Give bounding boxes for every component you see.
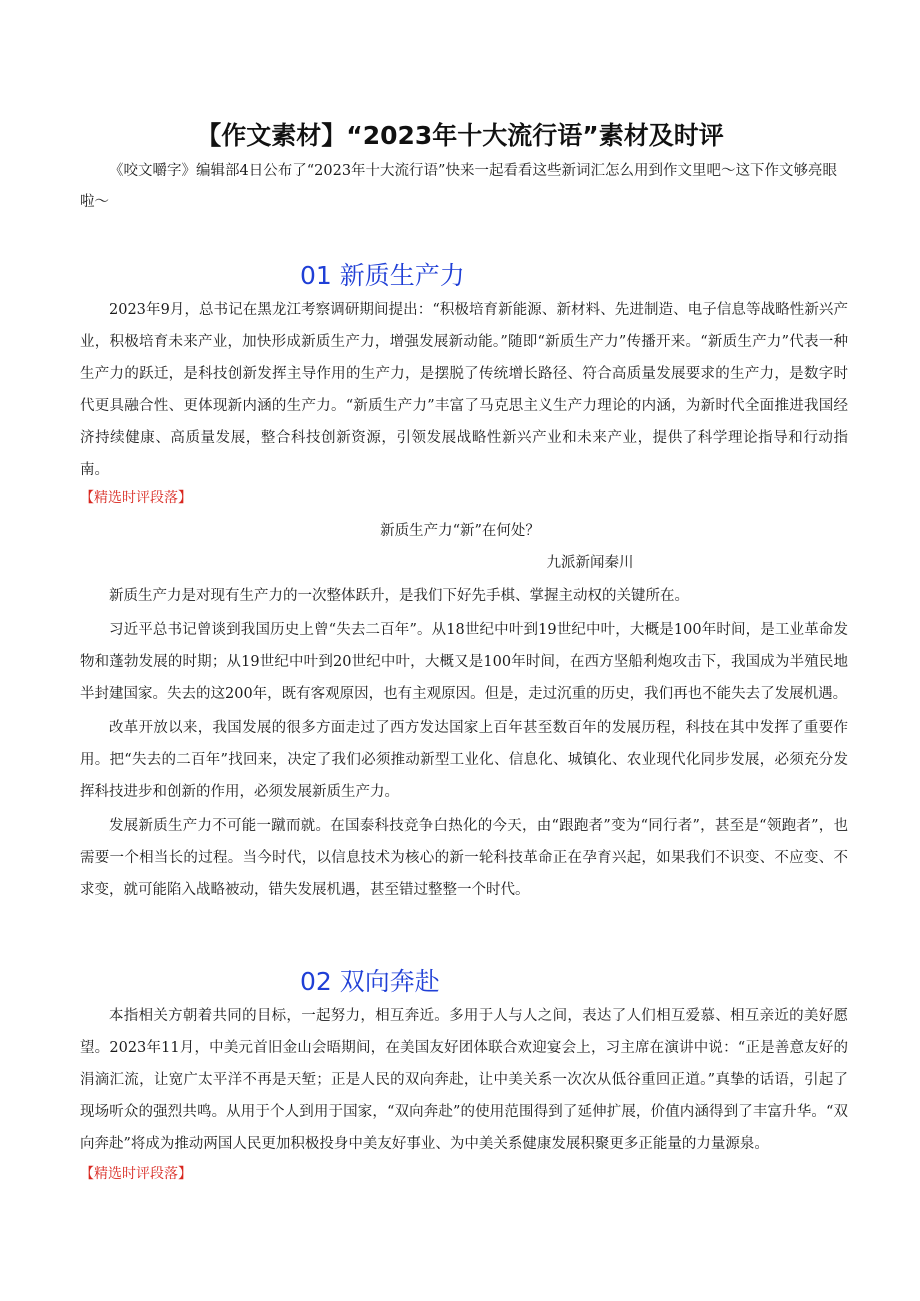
intro-paragraph: 《咬文嚼字》编辑部4日公布了“2023年十大流行语”快来一起看看这些新词汇怎么用到作文里吧～这下作文够亮眼啦～ (80, 163, 837, 210)
section-heading-2: 02 双向奔赴 (300, 967, 440, 996)
featured-comment-badge-1: 【精选时评段落】 (80, 490, 192, 506)
section-2-paragraph: 本指相关方朝着共同的目标，一起努力，相互奔近。多用于人与人之间，表达了人们相互爱慕、相互亲近的美好愿望。2023年11月，中美元首旧金山会晤期间，在美国友好团体联合欢迎宴会上，习主席在演讲中说：“正是善意友好的涓滴汇流，让宽广太平洋不再是天堑；正是人民的双向奔赴，让中美关系一次次从低谷重回正道。”真挚的话语，引起了现场听众的强烈共鸣。从用于个人到用于国家，“双向奔赴”的使用范围得到了延伸扩展，价值内涵得到了丰富升华。“双向奔赴”将成为推动两国人民更加积极投身中美友好事业、为中美关系健康发展积聚更多正能量的力量源泉。 (80, 1008, 848, 1152)
article-body (80, 580, 848, 906)
document-title: 【作文素材】“2023年十大流行语”素材及时评 (196, 121, 724, 150)
section-1-body (80, 294, 848, 486)
article-title: 新质生产力“新”在何处？ (380, 523, 540, 539)
section-heading-1: 01 新质生产力 (300, 261, 465, 290)
section-1-paragraph: 2023年9月，总书记在黑龙江考察调研期间提出：“积极培育新能源、新材料、先进制造、电子信息等战略性新兴产业，积极培育未来产业，加快形成新质生产力，增强发展新动能。”随即“新质生产力”传播开来。“新质生产力”代表一种生产力的跃迁，是科技创新发挥主导作用的生产力，是摆脱了传统增长路径、符合高质量发展要求的生产力，是数字时代更具融合性、更体现新内涵的生产力。“新质生产力”丰富了马克思主义生产力理论的内涵，为新时代全面推进我国经济持续健康、高质量发展，整合科技创新资源，引领发展战略性新兴产业和未来产业，提供了科学理论指导和行动指南。 (80, 302, 848, 478)
featured-comment-badge-2: 【精选时评段落】 (80, 1166, 192, 1182)
article-paragraph-2: 习近平总书记曾谈到我国历史上曾“失去二百年”。从18世纪中叶到19世纪中叶，大概是100年时间，是工业革命发物和蓬勃发展的时期；从19世纪中叶到20世纪中叶，大概又是100年时间，在西方坚船利炮攻击下，我国成为半殖民地半封建国家。失去的这200年，既有客观原因，也有主观原因。但是，走过沉重的历史，我们再也不能失去了发展机遇。 (80, 622, 848, 702)
article-paragraph-3: 改革开放以来，我国发展的很多方面走过了西方发达国家上百年甚至数百年的发展历程，科技在其中发挥了重要作用。把“失去的二百年”找回来，决定了我们必须推动新型工业化、信息化、城镇化、农业现代化同步发展，必须充分发挥科技进步和创新的作用，必须发展新质生产力。 (80, 720, 848, 800)
article-paragraph-1: 新质生产力是对现有生产力的一次整体跃升，是我们下好先手棋、掌握主动权的关键所在。 (109, 588, 689, 604)
article-source: 九派新闻秦川 (546, 555, 634, 571)
article-paragraph-4: 发展新质生产力不可能一蹴而就。在国泰科技竞争白热化的今天，由“跟跑者”变为“同行者”，甚至是“领跑者”，也需要一个相当长的过程。当今时代，以信息技术为核心的新一轮科技革命正在孕育兴起，如果我们不识变、不应变、不求变，就可能陷入战略被动，错失发展机遇，甚至错过整整一个时代。 (80, 818, 848, 898)
section-2-body (80, 1000, 848, 1160)
